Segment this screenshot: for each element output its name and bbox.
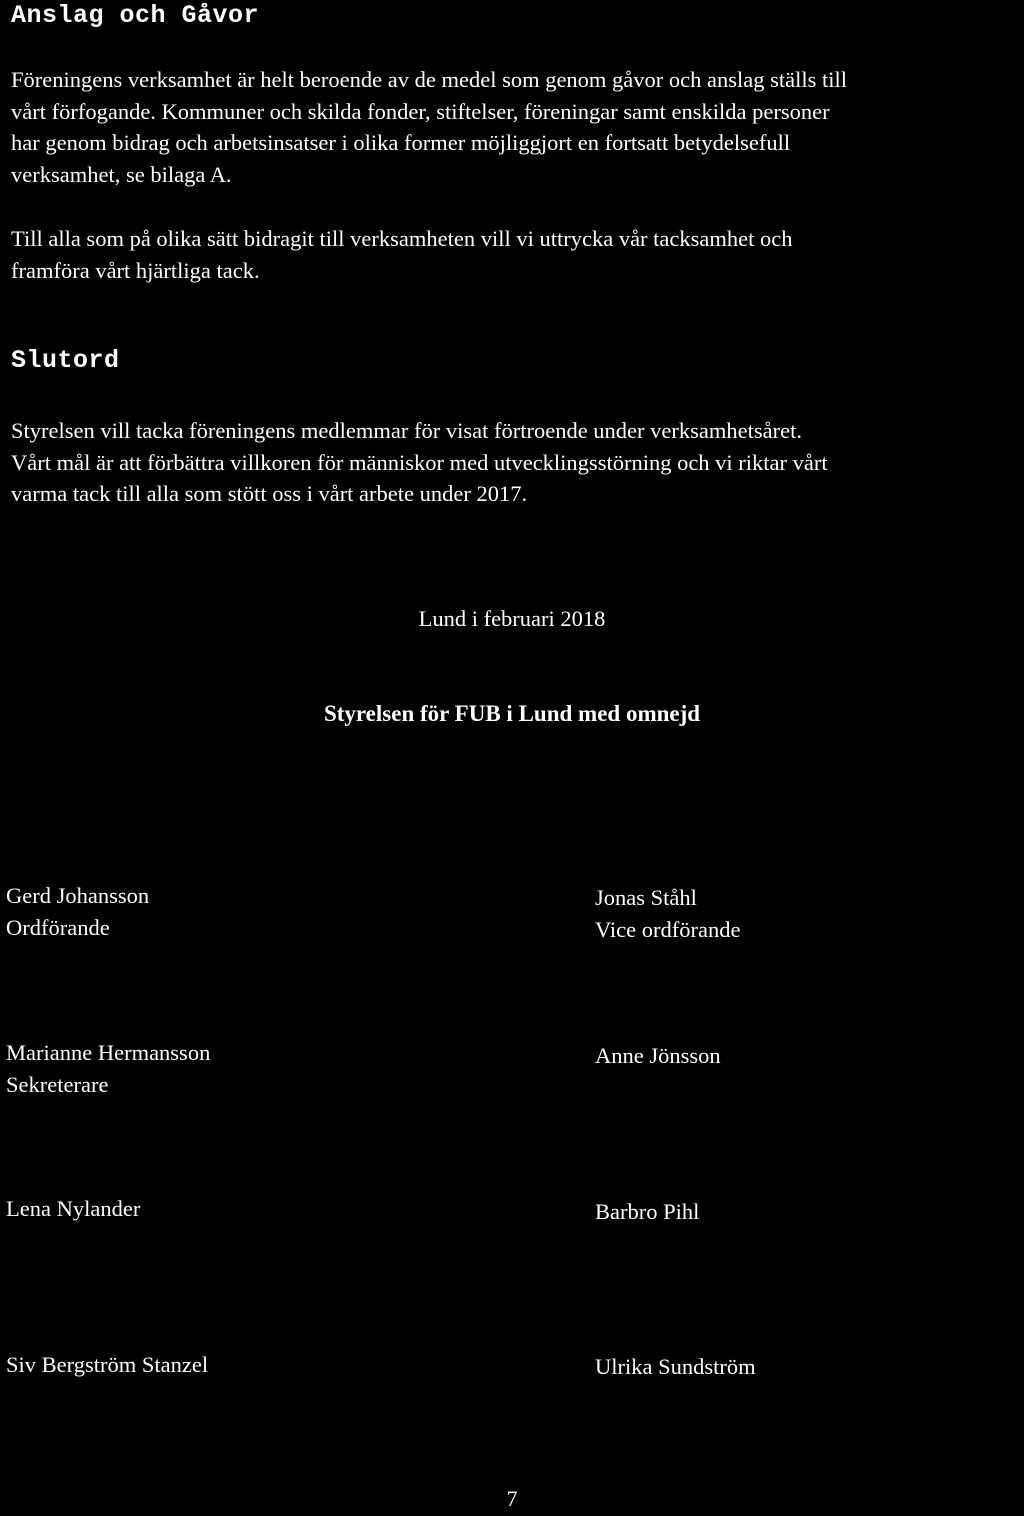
signer-role: Vice ordförande bbox=[595, 916, 741, 942]
text-line: Föreningens verksamhet är helt beroende av de medel som genom gåvor och anslag ställs till bbox=[11, 67, 848, 92]
signature-block bbox=[6, 1349, 208, 1381]
signer-name: Anne Jönsson bbox=[595, 1043, 721, 1068]
signature-block bbox=[6, 880, 149, 943]
text-line: Styrelsen vill tacka föreningens medlemmar för visat förtroende under verksamhetsåret. bbox=[11, 418, 802, 443]
signer-name: Ulrika Sundström bbox=[595, 1354, 756, 1379]
signature-block bbox=[595, 1196, 699, 1228]
signature-block bbox=[6, 1193, 140, 1225]
text-line: vårt förfogande. Kommuner och skilda fonder, stiftelser, föreningar samt enskilda personer bbox=[11, 98, 830, 124]
signer-role: Sekreterare bbox=[6, 1071, 109, 1097]
board-signature-line: Styrelsen för FUB i Lund med omnejd bbox=[323, 701, 701, 726]
signer-role: Ordförande bbox=[6, 914, 110, 940]
section-heading-slutord: Slutord bbox=[11, 346, 120, 375]
page-number: 7 bbox=[506, 1486, 518, 1511]
paragraph-slutord bbox=[11, 415, 1011, 510]
text-line: varma tack till alla som stött oss i vårt arbete under 2017. bbox=[11, 481, 528, 506]
signer-name: Gerd Johansson bbox=[6, 883, 150, 908]
place-date: Lund i februari 2018 bbox=[418, 606, 606, 631]
text-line: framföra vårt hjärtliga tack. bbox=[11, 257, 260, 283]
text-line: Vårt mål är att förbättra villkoren för människor med utvecklingsstörning och vi riktar vårt bbox=[11, 449, 828, 475]
signature-block bbox=[595, 882, 740, 945]
signature-block bbox=[595, 1040, 721, 1072]
signature-block bbox=[6, 1037, 210, 1100]
signer-name: Jonas Ståhl bbox=[595, 885, 697, 910]
signer-name: Lena Nylander bbox=[6, 1196, 141, 1221]
signer-name: Siv Bergström Stanzel bbox=[6, 1352, 209, 1377]
signature-block bbox=[595, 1351, 756, 1383]
signer-name: Marianne Hermansson bbox=[6, 1040, 211, 1065]
paragraph-anslag-1 bbox=[11, 64, 1011, 190]
text-line: Till alla som på olika sätt bidragit till verksamheten vill vi uttrycka vår tacksamhet och bbox=[11, 226, 793, 251]
section-heading-anslag: Anslag och Gåvor bbox=[11, 1, 260, 30]
text-line: har genom bidrag och arbetsinsatser i olika former möjliggjort en fortsatt betydelsefull bbox=[11, 130, 791, 155]
signer-name: Barbro Pihl bbox=[595, 1199, 700, 1224]
paragraph-anslag-2 bbox=[11, 223, 1011, 286]
text-line: verksamhet, se bilaga A. bbox=[11, 161, 232, 187]
